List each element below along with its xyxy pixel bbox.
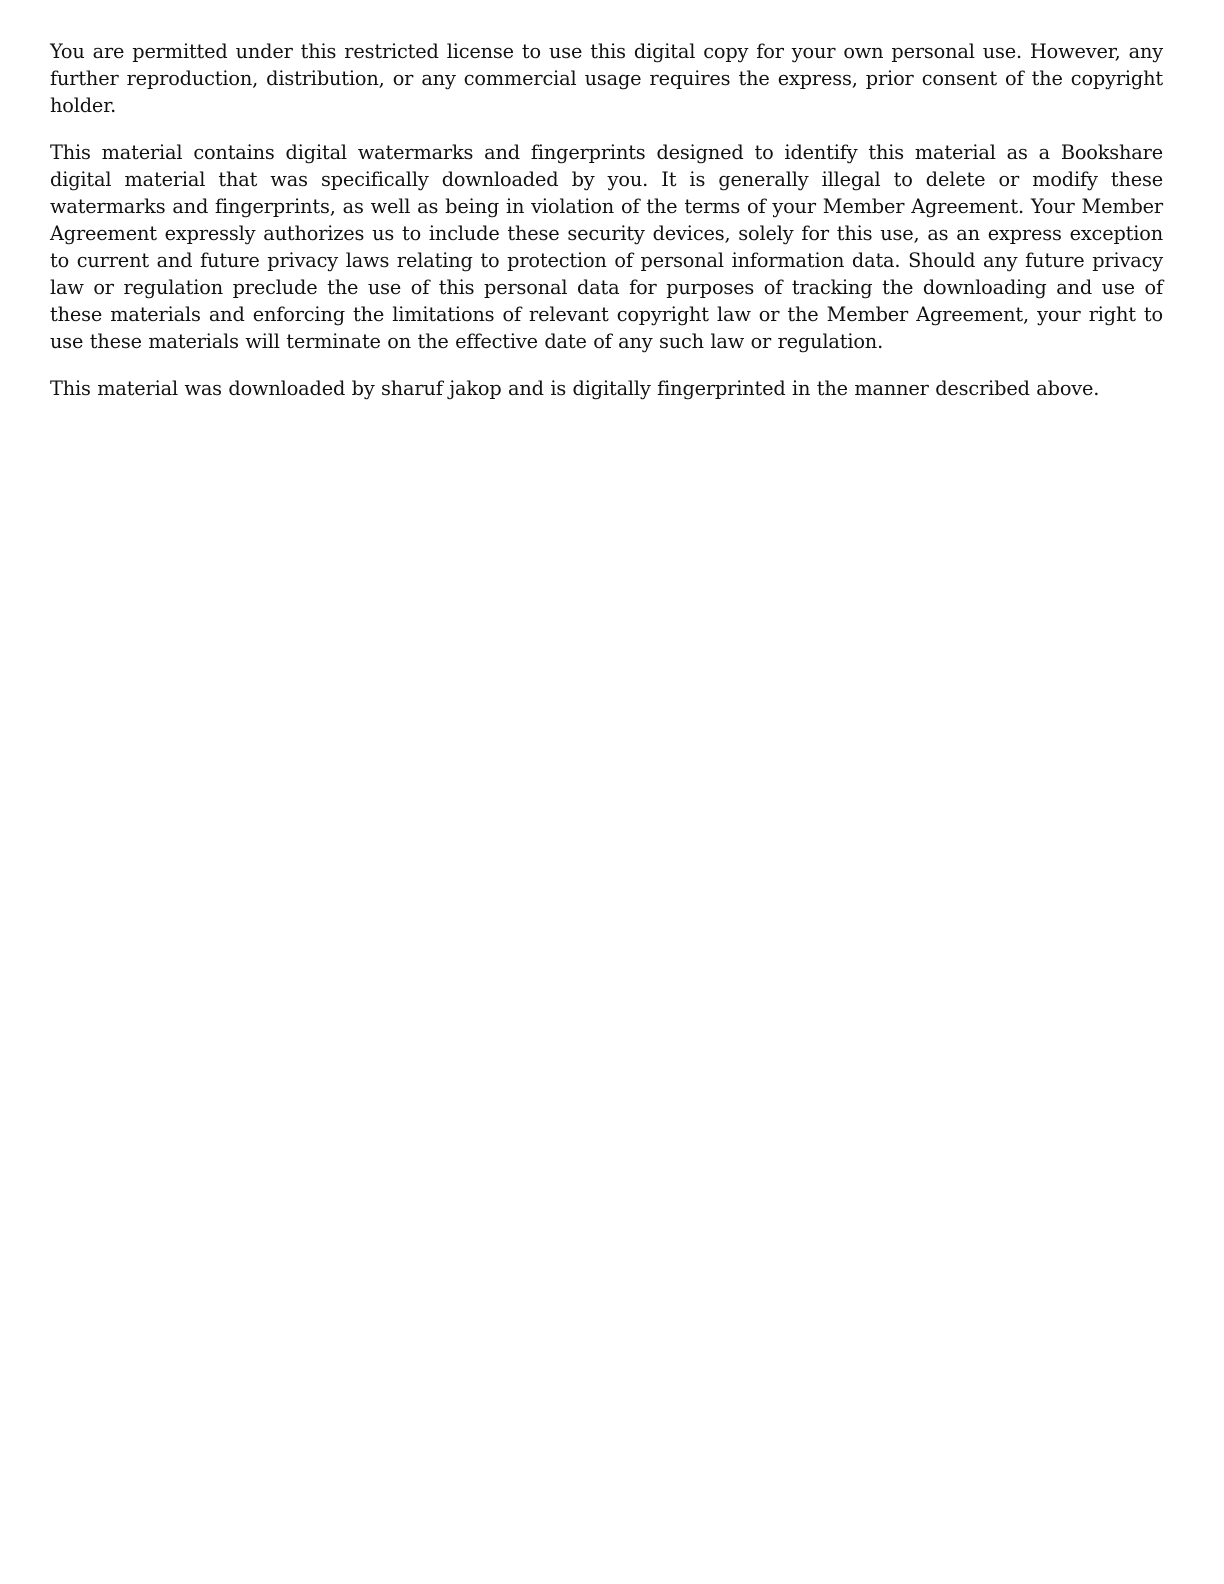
watermark-paragraph: This material contains digital watermarks and fingerprints designed to identify this material as a Bookshare digital material that was specifically downloaded by you. It is generally illegal to delete or modify these watermarks and fingerprints, as well as being in violation of the terms of your Member Agreement. Your Member Agreement expressly authorizes us to include these security devices, solely for this use, as an express exception to current and future privacy laws relating to protection of personal information data. Should any future privacy law or regulation preclude the use of this personal data for purposes of tracking the downloading and use of these materials and enforcing the limitations of relevant copyright law or the Member Agreement, your right to use these materials will terminate on the effective date of any such law or regulation. (50, 141, 1163, 353)
license-paragraph: You are permitted under this restricted license to use this digital copy for your own personal use. However, any further reproduction, distribution, or any commercial usage requires the express, prior consent of the copyright holder. (50, 40, 1163, 117)
download-notice-paragraph: This material was downloaded by sharuf jakop and is digitally fingerprinted in the manner described above. (50, 377, 1100, 400)
document-page (50, 38, 1163, 422)
